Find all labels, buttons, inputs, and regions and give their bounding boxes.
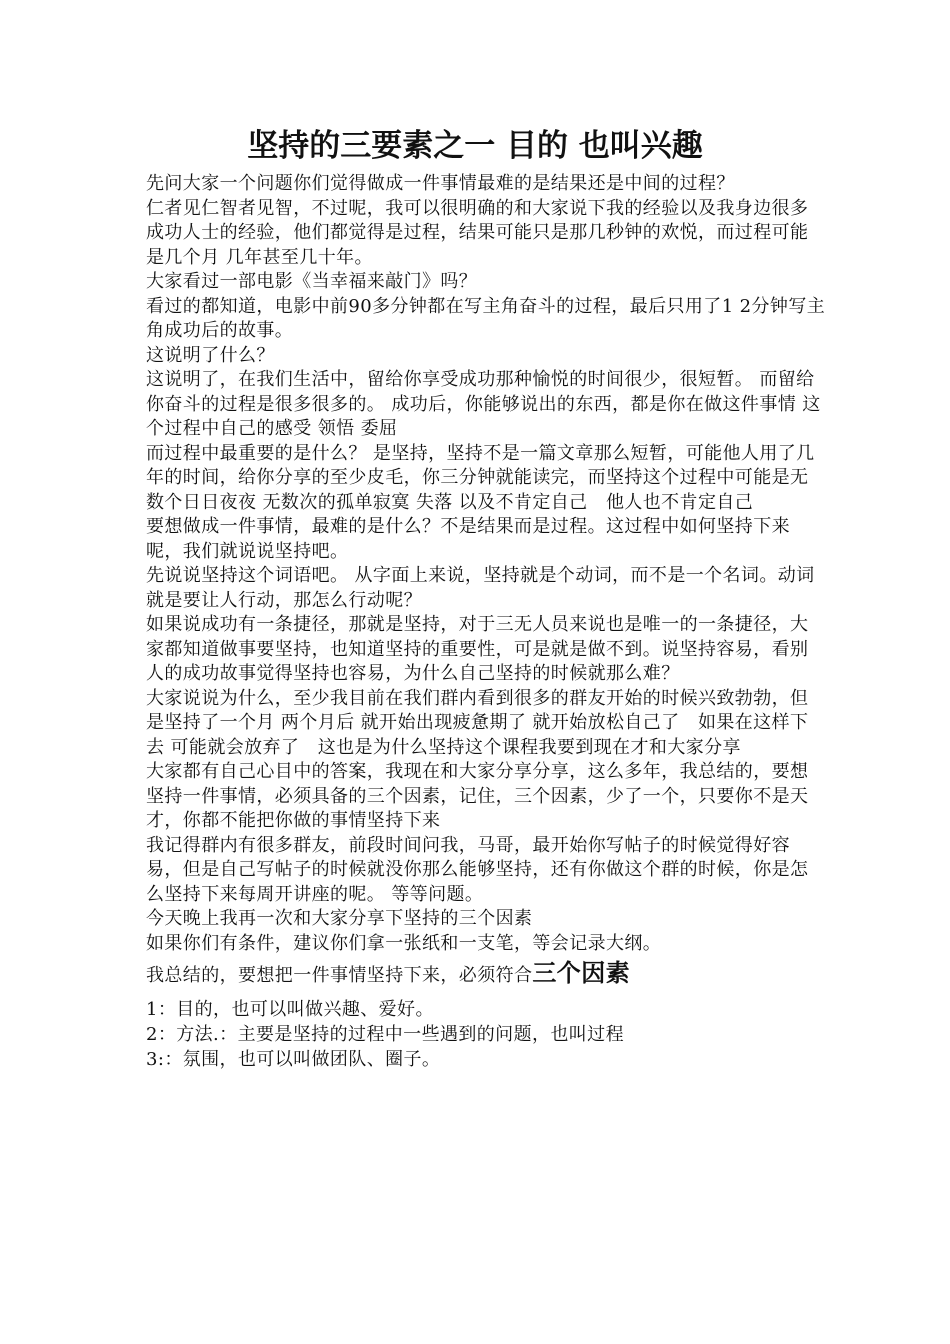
summary-lead: 我总结的，要想把一件事情坚持下来，必须符合	[146, 965, 533, 986]
paragraph: 看过的都知道，电影中前90多分钟都在写主角奋斗的过程，最后只用了1 2分钟写主角成功后的故事。	[146, 295, 826, 341]
paragraph: 先问大家一个问题你们觉得做成一件事情最难的是结果还是中间的过程？	[146, 173, 735, 194]
factor-list	[146, 997, 826, 1072]
document-title: 坚持的三要素之一 目的 也叫兴趣	[247, 128, 703, 164]
paragraph: 这说明了什么？	[146, 344, 275, 366]
paragraph: 如果说成功有一条捷径，那就是坚持，对于三无人员来说也是唯一的一条捷径，大家都知道做事要坚持，也知道坚持的重要性，可是就是做不到。说坚持容易，看别人的成功故事觉得坚持也容易，为什么自己坚持的时候就那么难？	[146, 614, 809, 684]
paragraph: 而过程中最重要的是什么？ 是坚持，坚持不是一篇文章那么短暂，可能他人用了几年的时间，给你分享的至少皮毛，你三分钟就能读完，而坚持这个过程中可能是无数个日日夜夜 无数次的孤单寂寞 失落 以及不肯定自己 他人也不肯定自己	[146, 442, 815, 513]
paragraph: 大家说说为什么，至少我目前在我们群内看到很多的群友开始的时候兴致勃勃，但是坚持了一个月 两个月后 就开始出现疲惫期了 就开始放松自己了 如果在这样下去 可能就会放弃了 这也是为什么坚持这个课程我要到现在才和大家分享	[146, 687, 809, 758]
paragraph: 我记得群内有很多群友，前段时间问我，马哥，最开始你写帖子的时候觉得好容易，但是自己写帖子的时候就没你那么能够坚持，还有你做这个群的时候，你是怎么坚持下来每周开讲座的呢。 等等问题。	[146, 834, 809, 905]
paragraph: 这说明了，在我们生活中，留给你享受成功那种愉悦的时间很少，很短暂。 而留给你奋斗的过程是很多很多的。 成功后，你能够说出的东西，都是你在做这件事情 这个过程中自己的感受 领悟 委屈	[146, 369, 821, 439]
paragraph: 大家看过一部电影《当幸福来敲门》吗？	[146, 271, 478, 292]
list-item: 2：方法.：主要是坚持的过程中一些遇到的问题，也叫过程	[146, 1024, 624, 1045]
document-body	[146, 172, 826, 1072]
list-item: 3:：氛围，也可以叫做团队、圈子。	[146, 1049, 441, 1070]
summary-line	[146, 956, 826, 993]
paragraph: 要想做成一件事情，最难的是什么？不是结果而是过程。这过程中如何坚持下来呢，我们就说说坚持吧。	[146, 516, 790, 562]
paragraph: 大家都有自己心目中的答案，我现在和大家分享分享，这么多年，我总结的，要想坚持一件事情，必须具备的三个因素，记住，三个因素，少了一个，只要你不是天才，你都不能把你做的事情坚持下来	[146, 761, 809, 831]
paragraph: 今天晚上我再一次和大家分享下坚持的三个因素	[146, 908, 533, 929]
paragraph: 仁者见仁智者见智，不过呢，我可以很明确的和大家说下我的经验以及我身边很多成功人士的经验，他们都觉得是过程，结果可能只是那几秒钟的欢悦，而过程可能是几个月 几年甚至几十年。	[146, 197, 809, 268]
summary-emphasis: 三个因素	[532, 959, 631, 987]
paragraph: 先说说坚持这个词语吧。 从字面上来说，坚持就是个动词，而不是一个名词。动词就是要让人行动，那怎么行动呢？	[146, 565, 815, 611]
paragraph: 如果你们有条件，建议你们拿一张纸和一支笔，等会记录大纲。	[146, 932, 662, 954]
list-item: 1：目的，也可以叫做兴趣、爱好。	[146, 999, 434, 1020]
